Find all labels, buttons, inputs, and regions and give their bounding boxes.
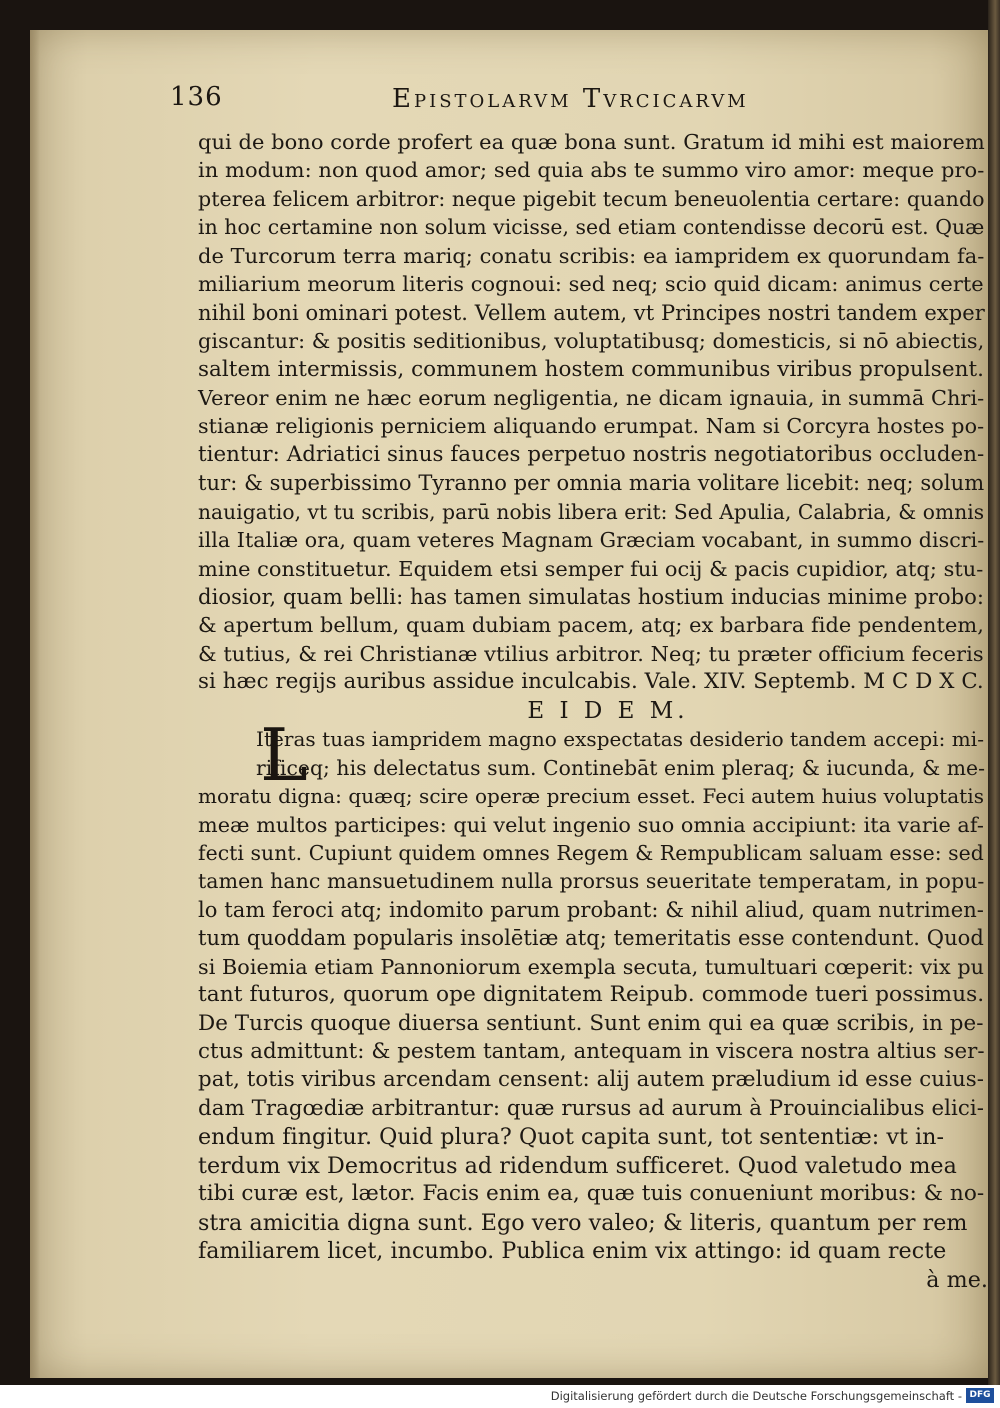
text-line: qui de bono corde profert ea quæ bona sunt. Gratum id mihi est maiorem — [198, 130, 985, 154]
text-line: giscantur: & positis seditionibus, voluptatibusq; domesticis, si nō abiectis, — [198, 329, 985, 354]
running-title: Epistolarvm Tvrcicarvm — [392, 84, 749, 114]
text-line: & tutius, & rei Christianæ vtilius arbitror. Neq; tu præter officium feceris — [198, 641, 984, 666]
text-line: fecti sunt. Cupiunt quidem omnes Regem & Rempublicam saluam esse: sed — [198, 840, 984, 865]
letter-heading: E I D E M. — [527, 697, 689, 724]
text-line: tant futuros, quorum ope dignitatem Reipub. commode tueri possimus. — [198, 982, 985, 1008]
drop-cap: L — [260, 713, 308, 798]
page-number: 136 — [170, 82, 223, 112]
text-line: meæ multos participes: qui velut ingenio suo omnia accipiunt: ita varie af- — [198, 812, 984, 837]
text-line: in modum: non quod amor; sed quia abs te summo viro amor: meque pro- — [198, 158, 985, 183]
text-line: miliarium meorum literis cognoui: sed neq; scio quid dicam: animus certe — [198, 272, 984, 297]
text-line: ctus admittunt: & pestem tantam, antequam in viscera nostra altius ser- — [198, 1039, 985, 1064]
text-line: Vereor enim ne hæc eorum negligentia, ne dicam ignauia, in summā Chri- — [198, 385, 985, 410]
text-line: tibi curæ est, lætor. Facis enim ea, quæ tuis conueniunt moribus: & no- — [198, 1181, 985, 1207]
letter-2 — [198, 713, 988, 1294]
text-line: à me. — [926, 1266, 988, 1293]
running-head — [170, 82, 990, 124]
text-line: stianæ religionis perniciem aliquando erumpat. Nam si Corcyra hostes po- — [198, 414, 985, 439]
text-line: familiarem licet, incumbo. Publica enim vix attingo: id quam recte — [198, 1238, 947, 1265]
text-line: moratu digna: quæq; scire operæ precium esset. Feci autem huius voluptatis — [198, 784, 985, 809]
text-line: tamen hanc mansuetudinem nulla prorsus seueritate temperatam, in popu- — [198, 869, 985, 894]
text-line: rificeq; his delectatus sum. Continebāt enim pleraq; & iucunda, & me- — [256, 755, 986, 780]
text-line: si hæc regijs auribus assidue inculcabis. Vale. XIV. Septemb. M C D X C. — [198, 669, 984, 695]
text-line: endum fingitur. Quid plura? Quot capita sunt, tot sententiæ: vt in- — [198, 1124, 945, 1151]
text-line: diosior, quam belli: has tamen simulatas hostium inducias minime probo: — [198, 584, 985, 609]
text-line: Iteras tuas iampridem magno exspectatas desiderio tandem accepi: mi- — [256, 727, 985, 752]
text-line: si Boiemia etiam Pannoniorum exempla secuta, tumultuari cœperit: vix pu — [198, 954, 985, 979]
text-line: pat, totis viribus arcendam censent: alij autem præludium id esse cuius- — [198, 1067, 984, 1093]
text-line: nauigatio, vt tu scribis, parū nobis libera erit: Sed Apulia, Calabria, & omnis — [198, 499, 985, 524]
text-line: saltem intermissis, communem hostem communibus viribus propulsent. — [198, 356, 984, 382]
text-line: De Turcis quoque diuersa sentiunt. Sunt enim qui ea quæ scribis, in pe- — [198, 1010, 984, 1036]
text-line: de Turcorum terra mariq; conatu scribis: ea iampridem ex quorundam fa- — [198, 243, 985, 268]
text-line: terdum vix Democritus ad ridendum sufficeret. Quod valetudo mea — [198, 1152, 957, 1179]
digitization-footer — [0, 1385, 1000, 1408]
text-line: illa Italiæ ora, quam veteres Magnam Græciam vocabant, in summo discri- — [198, 528, 985, 553]
funding-notice: Digitalisierung gefördert durch die Deutsche Forschungsgemeinschaft - — [550, 1389, 962, 1403]
text-line: pterea felicem arbitror: neque pigebit tecum beneuolentia certare: quando — [198, 186, 985, 211]
text-line: nihil boni ominari potest. Vellem autem, vt Principes nostri tandem exper — [198, 299, 985, 325]
text-line: lo tam feroci atq; indomito parum probant: & nihil aliud, quam nutrimen- — [198, 896, 984, 922]
text-line: & apertum bellum, quam dubiam pacem, atq; ex barbara fide pendentem, — [198, 613, 984, 638]
dfg-logo: DFG — [966, 1388, 994, 1403]
text-line: dam Tragœdiæ arbitrantur: quæ rursus ad aurum à Prouincialibus elici- — [198, 1095, 985, 1121]
text-line: mine constituetur. Equidem etsi semper fui ocij & pacis cupidior, atq; stu- — [198, 556, 984, 581]
text-line: tur: & superbissimo Tyranno per omnia maria volitare licebit: neq; solum — [198, 470, 985, 496]
text-line: tum quoddam popularis insolētiæ atq; temeritatis esse contendunt. Quod — [198, 925, 984, 951]
letter-1 — [198, 128, 988, 697]
text-line: in hoc certamine non solum vicisse, sed etiam contendisse decorū est. Quæ — [198, 215, 985, 240]
book-edge — [988, 0, 1000, 1385]
text-line: tientur: Adriatici sinus fauces perpetuo nostris negotiatoribus occluden- — [198, 441, 985, 467]
body-text — [198, 128, 988, 1294]
text-line: stra amicitia digna sunt. Ego vero valeo; & literis, quantum per rem — [198, 1209, 968, 1236]
